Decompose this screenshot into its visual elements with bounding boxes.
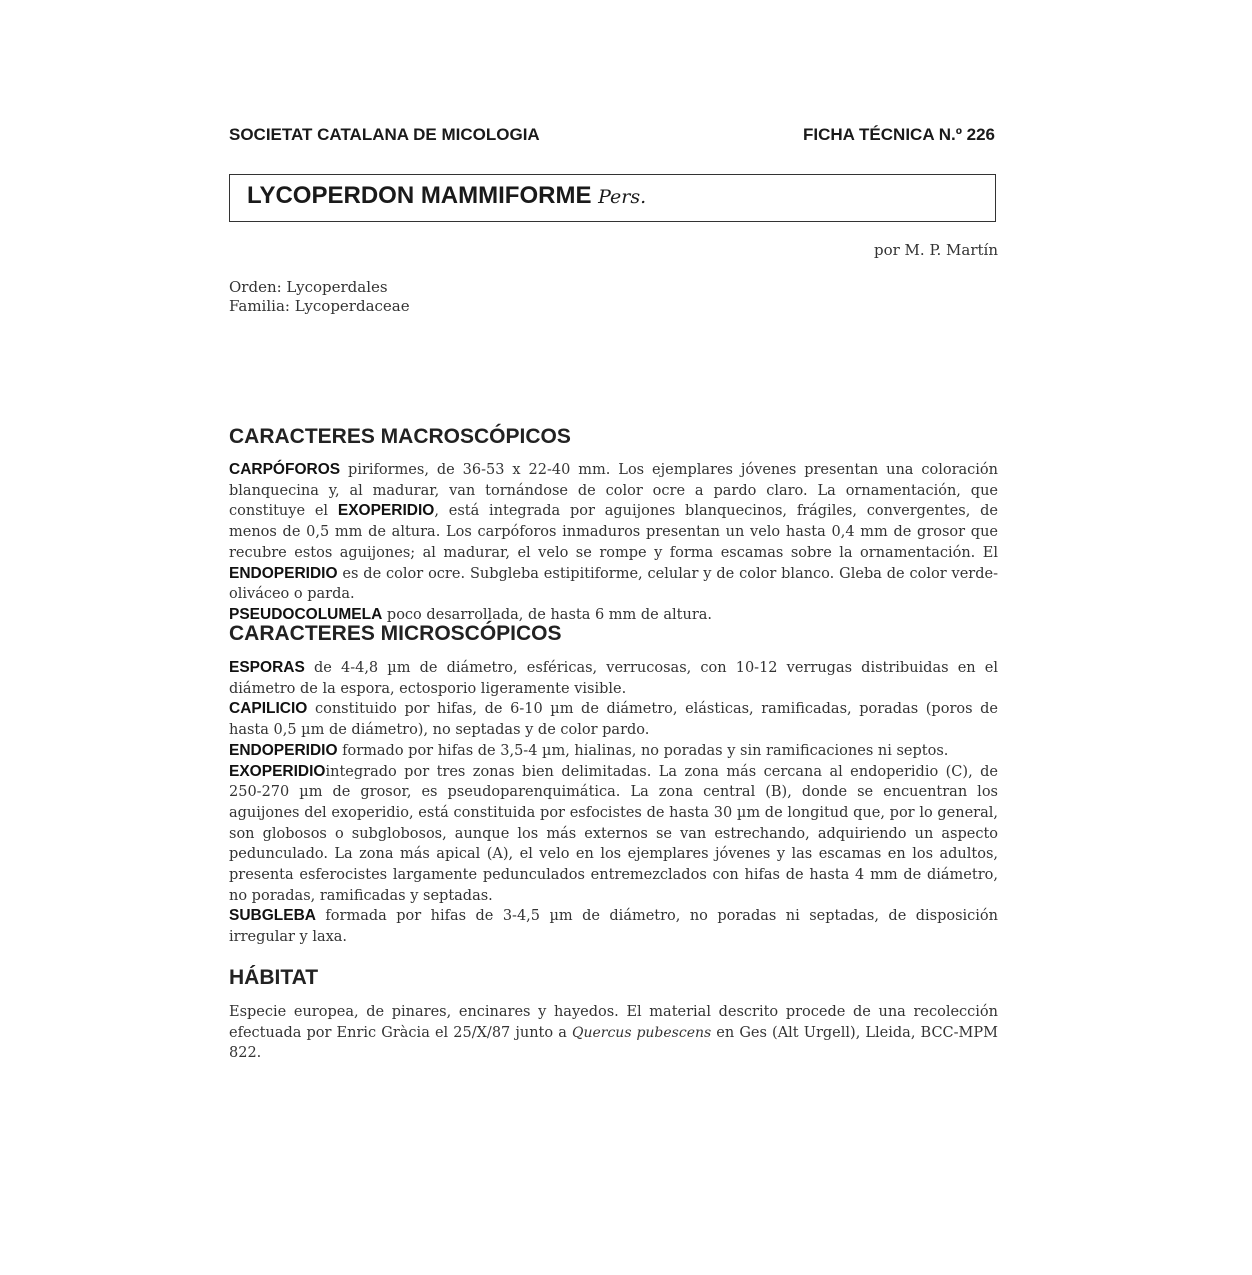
exoperidio-paragraph: EXOPERIDIOintegrado por tres zonas bien delimitadas. La zona más cercana al endoperidio (C), de 250-270 µm de grosor, es pseudoparenquimática. La zona central (B), donde se encuentran los aguijones del exoperidio, está constituida por esfocistes de hasta 30 µm de longitud que, por lo general, son globosos o subglobosos, aunque los más externos se van estrechando, adquiriendo un aspecto pedunculado. La zona más apical (A), el velo en los ejemplares jóvenes y las escamas en los adultos, presenta esferocistes largamente pedunculados entremezclados con hifas de hasta 4 mm de diámetro, no poradas, ramificadas y septadas. [229,762,998,904]
term-endoperidio-micro: ENDOPERIDIO [229,741,338,759]
species-quercus: Quercus pubescens [571,1024,712,1041]
species-name: LYCOPERDON MAMMIFORME [247,182,592,209]
esporas-paragraph: ESPORAS de 4-4,8 µm de diámetro, esféricas, verrucosas, con 10-12 verrugas distribuidas en el diámetro de la espora, ectosporio ligeramente visible. [229,659,998,697]
family-line: Familia: Lycoperdaceae [229,297,410,315]
term-carpoforos: CARPÓFOROS [229,461,341,478]
macro-heading: CARACTERES MACROSCÓPICOS [229,425,571,448]
order-line: Orden: Lycoperdales [229,278,388,296]
term-exoperidio-micro: EXOPERIDIO [229,762,326,780]
habitat-section [229,1002,998,1064]
macro-section [229,460,998,626]
capilicio-paragraph: CAPILICIO constituido por hifas, de 6-10 µm de diámetro, elásticas, ramificadas, poradas (poros de hasta 0,5 µm de diámetro), no septadas y de color pardo. [229,700,998,739]
subgleba-paragraph: SUBGLEBA formada por hifas de 3-4,5 µm de diámetro, no poradas ni septadas, de disposición irregular y laxa. [229,907,998,946]
byline: por M. P. Martín [873,241,998,259]
running-header [229,125,995,149]
species-title [247,182,646,210]
term-endoperidio: ENDOPERIDIO [229,564,338,582]
habitat-heading: HÁBITAT [229,966,319,989]
habitat-paragraph: Especie europea, de pinares, encinares y hayedos. El material descrito procede de una recolección efectuada por Enric Gràcia el 25/X/87 junto a Quercus pubescens en Ges (Alt Urgell), Lleida, BCC-MPM 822. [229,1004,999,1062]
micro-section [229,658,998,948]
carpoforos-paragraph: CARPÓFOROS piriformes, de 36-53 x 22-40 mm. Los ejemplares jóvenes presentan una coloración blanquecina y, al madurar, van tornándose de color ocre a pardo claro. La ornamentación, que constituye el EXOPERIDIO, está integrada por aguijones blanquecinos, frágiles, convergentes, de menos de 0,5 mm de altura. Los carpóforos inmaduros presentan un velo hasta 0,4 mm de grosor que recubre estos aguijones; al madurar, el velo se rompe y forma escamas sobre la ornamentación. El ENDOPERIDIO es de color ocre. Subgleba estipitiforme, celular y de color blanco. Gleba de color verde-oliváceo o parda. [229,461,998,603]
title-box [229,174,996,222]
micro-heading: CARACTERES MICROSCÓPICOS [229,622,562,645]
term-exoperidio: EXOPERIDIO [337,502,435,520]
term-capilicio: CAPILICIO [229,700,308,718]
term-pseudocolumela: PSEUDOCOLUMELA [229,605,383,623]
society-name: SOCIETAT CATALANA DE MICOLOGIA [229,125,540,144]
taxonomy [229,278,410,316]
species-author: Pers. [598,186,647,208]
pseudocolumela-paragraph: PSEUDOCOLUMELA poco desarrollada, de hasta 6 mm de altura. [229,605,713,623]
ficha-number: FICHA TÉCNICA N.º 226 [803,125,995,144]
endoperidio-paragraph: ENDOPERIDIO formado por hifas de 3,5-4 µm, hialinas, no poradas y sin ramificaciones ni septos. [229,741,949,759]
term-subgleba: SUBGLEBA [229,907,316,925]
term-esporas: ESPORAS [229,659,305,676]
